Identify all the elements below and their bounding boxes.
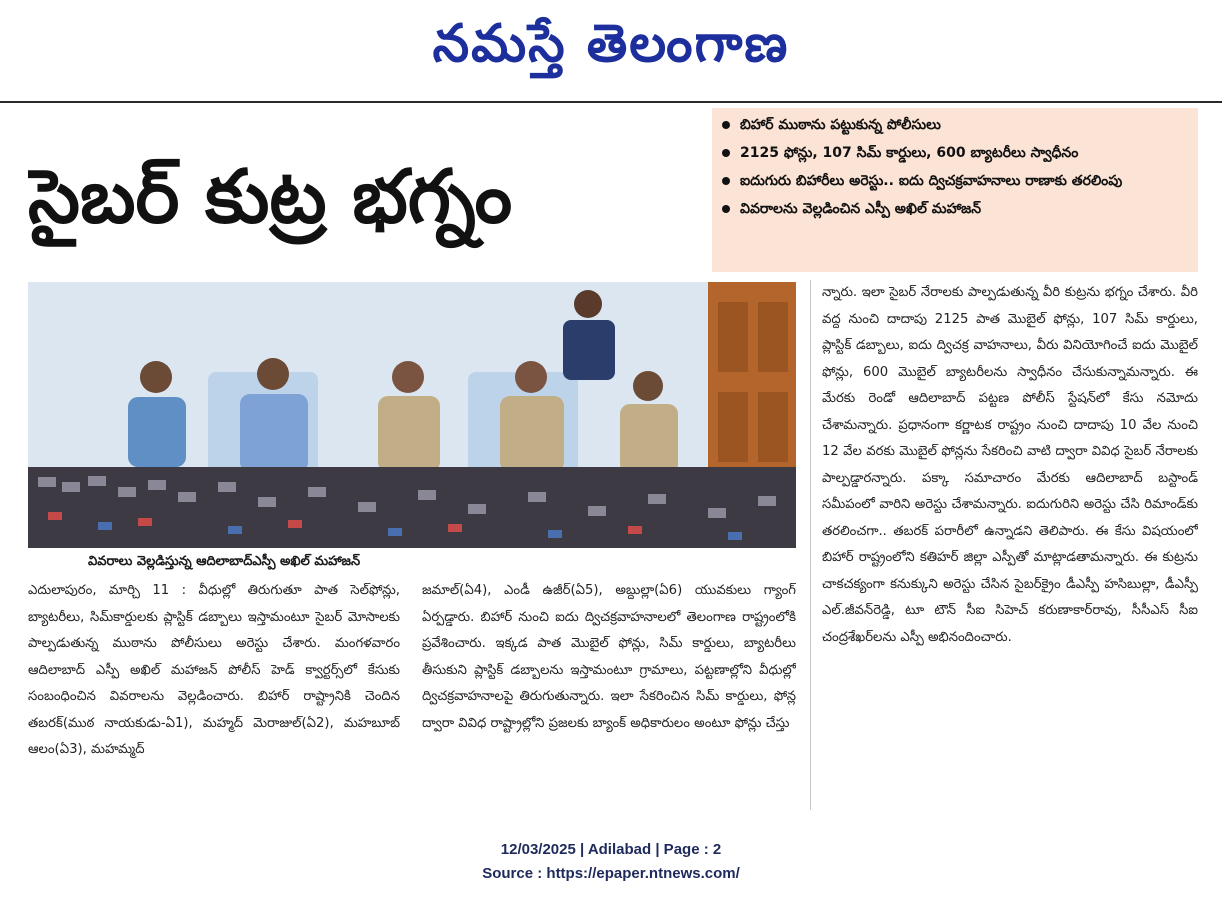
- highlight-text: ఐదుగురు బిహారీలు అరెస్టు.. ఐదు ద్విచక్రవాహనాలు రాణాకు తరలింపు: [740, 173, 1123, 189]
- press-meet-photo-icon: [28, 282, 796, 548]
- bullet-icon: [722, 177, 730, 185]
- highlights-box: [712, 108, 1198, 272]
- article-text: జమాల్(ఏ4), ఎండీ ఉజీర్(ఏ5), అబ్దుల్లా(ఏ6) యువకులు గ్యాంగ్ ఏర్పడ్డారు. బిహార్ నుంచి ఐదు ద్విచక్రవాహనాలలో తెలంగాణ రాష్ట్రంలోకి ప్రవేశించారు. ఇక్కడ పాత మొబైల్ ఫోన్లు, సిమ్ కార్డులు, బ్యాటరీలు తీసుకుని ప్లాస్టిక్ డబ్బాలను ఇస్తామంటూ గ్రామాలు, పట్టణాల్లోని వీధుల్లో ద్విచక్రవాహనాలపై తిరుగుతున్నారు. ఇలా సేకరించిన సిమ్ కార్డులు, ఫోన్ల ద్వారా వివిధ రాష్ట్రాల్లోని ప్రజలకు బ్యాంక్ అధికారులం అంటూ ఫోన్లు చేస్తు: [422, 583, 796, 731]
- column-divider: [810, 280, 811, 810]
- highlight-item: [722, 114, 1188, 136]
- article-text: ఎదులాపురం, మార్చి 11 : వీధుల్లో తిరుగుతూ పాత సెల్‌ఫోన్లు, బ్యాటరీలు, సిమ్‌కార్డులకు ప్లాస్టిక్ డబ్బాలు ఇస్తామంటూ సైబర్ మోసాలకు పాల్పడుతున్న ముఠాను పోలీసులు అరెస్టు చేశారు. మంగళవారం ఆదిలాబాద్ ఎస్పీ అఖిల్ మహాజన్ పోలీస్ హెడ్ క్వార్టర్స్‌లో కేసుకు సంబంధించిన వివరాలను వెల్లడించారు. బిహార్ రాష్ట్రానికి చెందిన తబరక్(ముఠ నాయకుడు-ఏ1), మహ్మద్ మెరాజుల్(ఏ2), మహబూబ్ ఆలం(ఏ3), మహమ్మద్: [28, 583, 400, 757]
- photo-caption: వివరాలు వెల్లడిస్తున్న ఆదిలాబాద్‌ఎస్పీ అఖిల్ మహాజన్: [88, 554, 361, 569]
- newspaper-logo: నమస్తే తెలంగాణ: [432, 13, 790, 74]
- edition-info: 12/03/2025 | Adilabad | Page : 2: [500, 841, 722, 858]
- bullet-icon: [722, 205, 730, 213]
- article-column-3: [822, 280, 1198, 814]
- source-link[interactable]: Source : https://epaper.ntnews.com/: [482, 865, 740, 882]
- news-photo: [28, 282, 796, 548]
- highlight-item: [722, 170, 1188, 192]
- masthead-divider: [0, 101, 1222, 103]
- article-column-2: [422, 578, 796, 814]
- article-column-1: [28, 578, 400, 814]
- highlight-item: [722, 198, 1188, 220]
- highlight-text: వివరాలను వెల్లడించిన ఎస్పీ అఖిల్ మహాజన్: [740, 201, 982, 217]
- bullet-icon: [722, 121, 730, 129]
- headline: సైబర్ కుట్ర భగ్నం: [28, 154, 513, 240]
- bullet-icon: [722, 149, 730, 157]
- masthead: [0, 0, 1222, 100]
- highlight-text: 2125 ఫోన్లు, 107 సిమ్ కార్డులు, 600 బ్యాటరీలు స్వాధీనం: [740, 145, 1079, 161]
- page-footer: [0, 838, 1222, 886]
- highlight-text: బిహార్ ముఠాను పట్టుకున్న పోలీసులు: [740, 117, 941, 133]
- highlight-item: [722, 142, 1188, 164]
- article-text: న్నారు. ఇలా సైబర్ నేరాలకు పాల్పడుతున్న వీరి కుట్రను భగ్నం చేశారు. వీరి వద్ద నుంచి దాదాపు 2125 పాత మొబైల్ ఫోన్లు, 107 సిమ్ కార్డులు, ప్లాస్టిక్ డబ్బాలు, ఐదు ద్విచక్ర వాహనాలు, వీరు వినియోగించే ఐదు మొబైల్ ఫోన్లు, 600 మొబైల్ బ్యాటరీలను స్వాధీనం చేసుకున్నామన్నారు. ఈ మేరకు రెండో ఆదిలాబాద్ పట్టణ పోలీస్ స్టేషన్‌లో కేసు నమోదు చేశామన్నారు. ప్రధానంగా కర్ణాటక రాష్ట్రం నుంచి దాదాపు 10 వేల నుంచి 12 వేల వరకు మొబైల్ ఫోన్లను సేకరించి వాటి ద్వారా వివిధ సైబర్ నేరాలకు పాల్పడ్డారన్నారు. పక్కా సమాచారం మేరకు ఆదిలాబాద్ బస్టాండ్ సమీపంలో వారిని అరెస్టు చేశామన్నారు. ఐదుగురిని అరెస్టు చేసి రిమాండ్‌కు తరలించగా.. తబరక్ పరారీలో ఉన్నాడని తెలిపారు. ఈ కేసు విషయంలో బిహార్ రాష్ట్రంలోని కతిహర్ జిల్లా ఎస్పీతో మాట్లాడతామన్నారు. ఈ కుట్రను చాకచక్యంగా కనుక్కుని అరెస్టు చేసిన సైబర్‌క్రైం డీఎస్పీ హసిబుల్లా, డీఎస్పీ ఎల్.జీవన్‌రెడ్డి, టూ టౌన్ సీఐ సిహెచ్ కరుణాకార్‌రావు, సీసీఎస్ సీఐ చంద్రశేఖర్‌లను ఎస్పీ అభినందించారు.: [822, 285, 1198, 645]
